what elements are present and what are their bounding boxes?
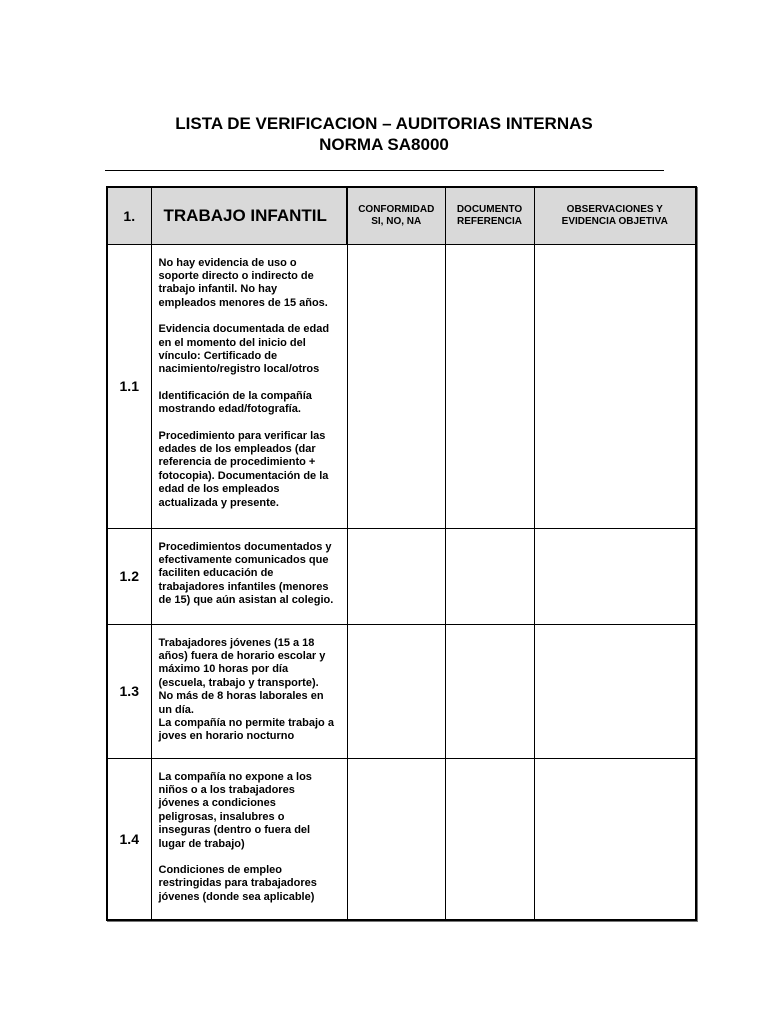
observaciones-cell bbox=[534, 758, 696, 920]
requirement-line: lugar de trabajo) bbox=[158, 837, 245, 850]
document-title bbox=[0, 113, 768, 155]
requirement-line: edades de los empleados (dar bbox=[158, 442, 316, 455]
table-row bbox=[107, 528, 696, 624]
requirement-line: años) fuera de horario escolar y bbox=[158, 649, 326, 662]
requirement-line: nacimiento/registro local/otros bbox=[158, 363, 320, 376]
header-section-number: 1. bbox=[107, 187, 151, 244]
row-requirement-text bbox=[151, 624, 347, 758]
header-conformidad-line-2: SI, NO, NA bbox=[371, 215, 422, 227]
conformidad-cell bbox=[347, 244, 445, 528]
requirement-paragraph bbox=[159, 637, 343, 744]
requirement-paragraph bbox=[159, 864, 343, 904]
row-number: 1.2 bbox=[107, 528, 151, 624]
requirement-line: jóvenes (donde sea aplicable) bbox=[158, 890, 315, 903]
requirement-line: joves en horario nocturno bbox=[158, 730, 295, 743]
documento-cell bbox=[445, 528, 534, 624]
requirement-line: restringidas para trabajadores bbox=[158, 877, 317, 890]
requirement-line: un día. bbox=[158, 703, 194, 716]
table-row bbox=[107, 244, 696, 528]
requirement-paragraph bbox=[159, 430, 343, 510]
header-documento-line-2: REFERENCIA bbox=[456, 215, 522, 227]
documento-cell bbox=[445, 758, 534, 920]
table-row bbox=[107, 758, 696, 920]
table-row bbox=[107, 624, 696, 758]
requirement-line: Identificación de la compañía bbox=[158, 389, 312, 402]
row-requirement-text bbox=[151, 758, 347, 920]
row-number: 1.3 bbox=[107, 624, 151, 758]
requirement-paragraph bbox=[159, 771, 343, 851]
requirement-paragraph bbox=[159, 323, 343, 377]
requirement-line: niños o a los trabajadores bbox=[158, 783, 295, 796]
row-number: 1.1 bbox=[107, 244, 151, 528]
requirement-line: trabajadores infantiles (menores bbox=[158, 580, 329, 593]
requirement-line: de 15) que aún asistan al colegio. bbox=[158, 594, 334, 607]
documento-cell bbox=[445, 624, 534, 758]
requirement-line: referencia de procedimiento + bbox=[158, 456, 316, 469]
observaciones-cell bbox=[534, 528, 696, 624]
header-documento bbox=[445, 187, 534, 244]
header-section-title: TRABAJO INFANTIL bbox=[151, 187, 347, 244]
table-header-row bbox=[107, 187, 696, 244]
requirement-line: mostrando edad/fotografía. bbox=[158, 403, 301, 416]
requirement-paragraph bbox=[159, 390, 343, 417]
requirement-line: No hay evidencia de uso o bbox=[158, 256, 297, 269]
conformidad-cell bbox=[347, 624, 445, 758]
requirement-line: máximo 10 horas por día bbox=[158, 663, 289, 676]
conformidad-cell bbox=[347, 528, 445, 624]
requirement-line: Procedimiento para verificar las bbox=[158, 429, 326, 442]
requirement-line: peligrosas, insalubres o bbox=[158, 810, 285, 823]
header-conformidad bbox=[347, 187, 445, 244]
title-line-1: LISTA DE VERIFICACION – AUDITORIAS INTERNAS bbox=[175, 114, 593, 133]
requirement-line: trabajo infantil. No hay bbox=[158, 283, 278, 296]
requirement-line: jóvenes a condiciones bbox=[158, 797, 276, 810]
header-conformidad-line-1: CONFORMIDAD bbox=[358, 203, 435, 215]
requirement-line: soporte directo o indirecto de bbox=[158, 269, 314, 282]
requirement-line: empleados menores de 15 años. bbox=[158, 296, 328, 309]
requirement-paragraph bbox=[159, 541, 343, 608]
header-documento-line-1: DOCUMENTO bbox=[456, 203, 523, 215]
requirement-line: edad de los empleados bbox=[158, 483, 280, 496]
requirement-line: en el momento del inicio del bbox=[158, 336, 306, 349]
requirement-line: (escuela, trabajo y transporte). bbox=[158, 676, 319, 689]
row-requirement-text bbox=[151, 528, 347, 624]
header-observaciones bbox=[534, 187, 696, 244]
title-line-2: NORMA SA8000 bbox=[319, 135, 449, 154]
requirement-paragraph bbox=[159, 257, 343, 311]
header-observaciones-line-2: EVIDENCIA OBJETIVA bbox=[561, 215, 668, 227]
row-requirement-text bbox=[151, 244, 347, 528]
requirement-line: fotocopia). Documentación de la bbox=[158, 469, 329, 482]
verification-table bbox=[106, 186, 697, 921]
requirement-line: La compañía no expone a los bbox=[158, 770, 312, 783]
documento-cell bbox=[445, 244, 534, 528]
requirement-line: Condiciones de empleo bbox=[158, 863, 282, 876]
title-divider bbox=[105, 170, 664, 171]
requirement-line: faciliten educación de bbox=[158, 567, 274, 580]
observaciones-cell bbox=[534, 624, 696, 758]
requirement-line: Trabajadores jóvenes (15 a 18 bbox=[158, 636, 315, 649]
requirement-line: vínculo: Certificado de bbox=[158, 349, 278, 362]
requirement-line: inseguras (dentro o fuera del bbox=[158, 824, 311, 837]
requirement-line: actualizada y presente. bbox=[158, 496, 279, 509]
observaciones-cell bbox=[534, 244, 696, 528]
requirement-line: La compañía no permite trabajo a bbox=[158, 716, 334, 729]
requirement-line: efectivamente comunicados que bbox=[158, 553, 329, 566]
requirement-line: Procedimientos documentados y bbox=[158, 540, 332, 553]
header-observaciones-line-1: OBSERVACIONES Y bbox=[566, 203, 663, 215]
requirement-line: Evidencia documentada de edad bbox=[158, 323, 330, 336]
row-number: 1.4 bbox=[107, 758, 151, 920]
conformidad-cell bbox=[347, 758, 445, 920]
requirement-line: No más de 8 horas laborales en bbox=[158, 690, 324, 703]
